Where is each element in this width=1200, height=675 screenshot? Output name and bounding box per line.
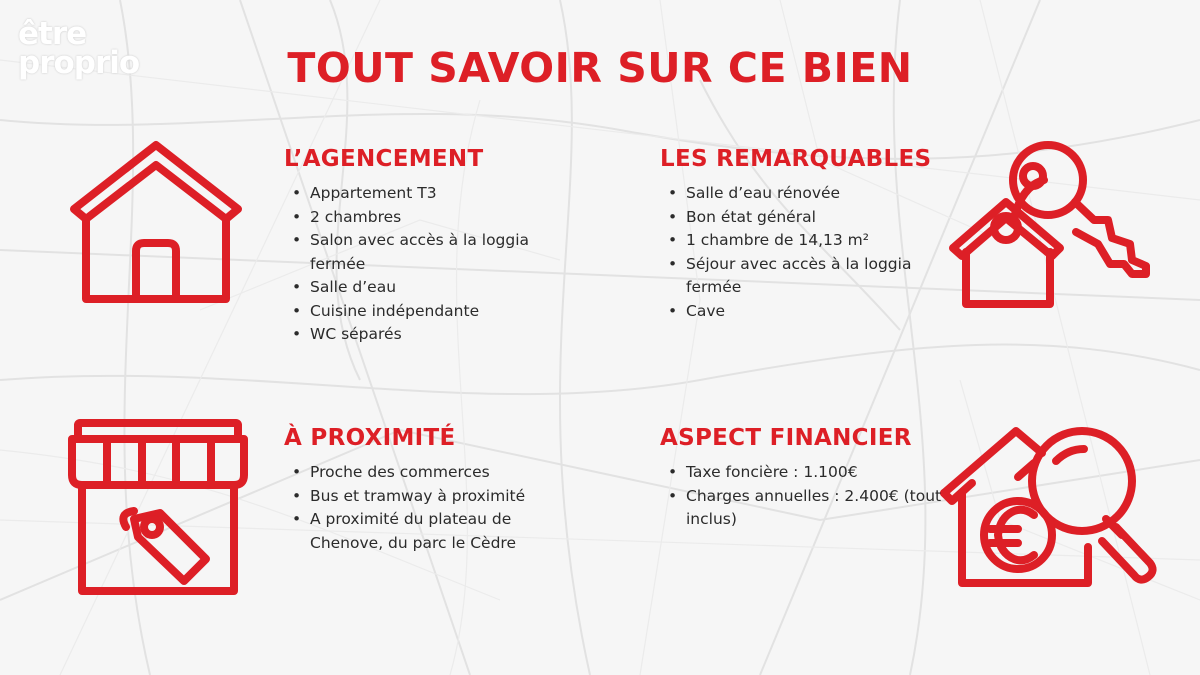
house-keys-icon <box>948 140 1153 310</box>
list-item: • Cuisine indépendante <box>284 300 584 324</box>
logo-line-1: être <box>18 16 87 52</box>
list-item: • 1 chambre de 14,13 m² <box>660 229 950 253</box>
list-proximite <box>284 461 584 555</box>
list-item: • Proche des commerces <box>284 461 584 485</box>
list-item: • WC séparés <box>284 323 584 347</box>
section-heading-remarquables: LES REMARQUABLES <box>660 146 932 172</box>
section-remarquables <box>660 146 950 323</box>
list-item: • A proximité du plateau de Chenove, du parc le Cèdre <box>284 508 584 555</box>
section-heading-agencement: L’AGENCEMENT <box>284 146 484 172</box>
list-item: • Séjour avec accès à la loggia fermée <box>660 253 950 300</box>
section-heading-proximite: À PROXIMITÉ <box>284 425 456 451</box>
shop-price-tag-icon <box>66 419 251 599</box>
house-euro-magnifier-icon <box>938 423 1163 598</box>
list-financier <box>660 461 950 532</box>
list-remarquables <box>660 182 950 323</box>
list-item: • Bus et tramway à proximité <box>284 485 584 509</box>
list-item: • 2 chambres <box>284 206 584 230</box>
list-item: • Salle d’eau rénovée <box>660 182 950 206</box>
section-agencement <box>284 146 584 347</box>
section-heading-financier: ASPECT FINANCIER <box>660 425 912 451</box>
list-item: • Charges annuelles : 2.400€ (tout inclus) <box>660 485 950 532</box>
list-item: • Salon avec accès à la loggia fermée <box>284 229 584 276</box>
house-icon <box>66 139 246 309</box>
list-item: • Appartement T3 <box>284 182 584 206</box>
section-financier <box>660 425 950 532</box>
list-item: • Salle d’eau <box>284 276 584 300</box>
list-agencement <box>284 182 584 347</box>
page-title: TOUT SAVOIR SUR CE BIEN <box>287 44 913 92</box>
list-item: • Bon état général <box>660 206 950 230</box>
list-item: • Cave <box>660 300 950 324</box>
list-item: • Taxe foncière : 1.100€ <box>660 461 950 485</box>
logo-line-2: proprio <box>18 45 140 81</box>
section-proximite <box>284 425 584 555</box>
